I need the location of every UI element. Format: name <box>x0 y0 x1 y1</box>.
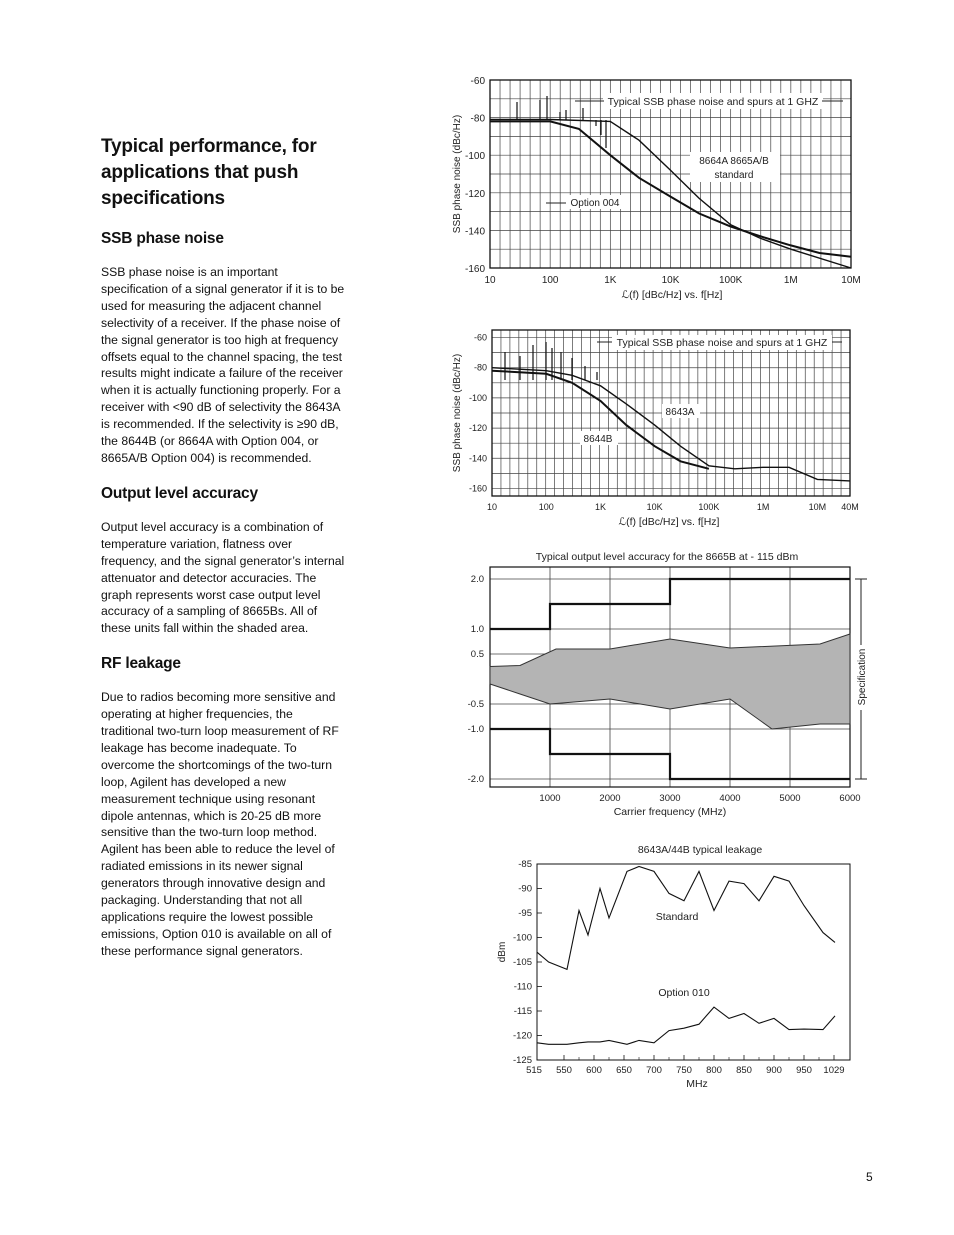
x-tick-label: 650 <box>616 1065 632 1076</box>
y-tick-label: -110 <box>513 981 532 993</box>
x-tick-label: 1K <box>594 502 606 512</box>
y-tick-label: -115 <box>513 1006 532 1017</box>
y-axis-label: SSB phase noise (dBc/Hz) <box>452 353 463 473</box>
y-tick-label: -120 <box>464 188 485 200</box>
y-tick-label: -125 <box>512 1055 532 1066</box>
page-title: Typical performance, for applications that push specifications <box>101 136 317 209</box>
y-tick-label: -85 <box>518 859 532 870</box>
x-tick-label: 700 <box>646 1065 662 1076</box>
x-tick-label: 5000 <box>779 793 801 804</box>
annotation-label: 8644B <box>583 434 613 445</box>
annotation-label: Standard <box>655 911 699 923</box>
spec-label: Specification <box>857 648 868 706</box>
x-tick-label: 100 <box>538 502 554 512</box>
x-tick-label: 6000 <box>839 793 861 804</box>
x-tick-label: 100K <box>718 275 743 286</box>
y-tick-label: -100 <box>464 151 485 163</box>
y-tick-label: -100 <box>468 392 487 403</box>
y-tick-label: -80 <box>470 113 485 125</box>
y-tick-label: -105 <box>512 957 532 968</box>
chart-title: 8643A/44B typical leakage <box>637 844 763 856</box>
y-tick-label: -90 <box>518 883 532 895</box>
annotation-label: 8643A <box>665 407 695 418</box>
x-tick-label: 800 <box>706 1065 722 1076</box>
x-tick-label: 10M <box>841 275 861 286</box>
y-tick-label: -160 <box>468 483 487 494</box>
x-tick-label: 850 <box>736 1065 752 1076</box>
y-tick-label: -60 <box>473 332 487 343</box>
x-tick-label: 750 <box>676 1065 692 1076</box>
x-tick-label: 10K <box>646 502 663 512</box>
annotation-label: standard <box>714 170 754 181</box>
x-tick-label: 3000 <box>659 793 681 804</box>
x-tick-label: 100 <box>541 275 559 286</box>
x-tick-label: 900 <box>766 1065 782 1076</box>
x-tick-label: 10 <box>486 502 498 512</box>
x-tick-label: 1M <box>756 502 770 512</box>
x-axis-label: Carrier frequency (MHz) <box>613 806 727 818</box>
annotation-label: Option 004 <box>570 198 620 209</box>
chart-frame <box>537 864 850 1060</box>
page-number: 5 <box>866 1170 873 1184</box>
y-tick-label: -1.0 <box>467 724 484 735</box>
section-text-rf-leakage: Due to radios becoming more sensitive and operating at higher frequencies, the traditional two-turn loop measurement of RF leakage has become inadequate. To overcome the shortcomings of the two-turn loop, Agilent has developed a new measurement technique using resonant dipole antennas, which is 20-25 dB more sensitive than the two-turn loop method. Agilent has been able to reduce the level of radiated emissions in its newer signal generators through innovative design and packaging. Understanding that not all applications require the lowest possible emissions, Option 010 is available on all of these performance signal generators. <box>101 690 339 958</box>
x-tick-label: 950 <box>796 1065 812 1076</box>
x-tick-label: 550 <box>556 1065 572 1076</box>
x-axis-label: MHz <box>686 1078 708 1090</box>
section-heading-ssb-phase-noise: SSB phase noise <box>101 230 224 247</box>
x-tick-label: 1029 <box>823 1065 845 1076</box>
y-tick-label: -0.5 <box>467 699 484 710</box>
section-text-output-level-accuracy: Output level accuracy is a combination of temperature variation, flatness over frequency, and the signal generator’s internal attenuator and detector accuracies. The graph represents worst case output level accuracy of a sampling of 8665Bs. All of these units fall within the shaded area. <box>101 519 345 636</box>
x-axis-label: ℒ(f) [dBc/Hz] vs. f[Hz] <box>621 289 723 301</box>
x-tick-label: 10M <box>808 502 827 512</box>
y-tick-label: 0.5 <box>470 649 484 660</box>
x-tick-label: 515 <box>526 1065 542 1076</box>
x-tick-label: 1000 <box>539 793 561 804</box>
y-tick-label: -60 <box>470 76 485 87</box>
x-tick-label: 40M <box>841 502 859 512</box>
section-heading-output-level-accuracy: Output level accuracy <box>101 484 258 502</box>
chart-title: Typical SSB phase noise and spurs at 1 GHZ <box>607 96 819 108</box>
y-tick-label: -140 <box>468 453 487 464</box>
x-tick-label: 2000 <box>599 793 621 804</box>
x-tick-label: 100K <box>698 502 720 512</box>
y-tick-label: -95 <box>518 908 532 919</box>
y-tick-label: -2.0 <box>467 774 484 785</box>
y-axis-label: dBm <box>497 941 508 963</box>
y-axis-label: SSB phase noise (dBc/Hz) <box>452 114 463 234</box>
y-tick-label: 1.0 <box>470 624 484 635</box>
annotation-label: 8664A 8665A/B <box>699 156 769 167</box>
section-heading-rf-leakage: RF leakage <box>101 655 181 673</box>
chart-title: Typical SSB phase noise and spurs at 1 GHZ <box>616 337 828 349</box>
x-tick-label: 10K <box>661 275 680 286</box>
y-tick-label: -140 <box>464 226 485 238</box>
x-axis-label: ℒ(f) [dBc/Hz] vs. f[Hz] <box>618 516 720 528</box>
series-line <box>537 1007 835 1044</box>
section-text-ssb-phase-noise: SSB phase noise is an important specification of a signal generator if it is to be used for measuring the adjacent channel selectivity of a receiver. If the phase noise of the signal generator is too high at frequency offsets equal to the channel spacing, the test results might indicate a failure of the receiver when it is actually functioning properly. For a receiver with <90 dB of selectivity the 8643A is recommended. If the selectivity is ≥90 dB, the 8644B (or 8664A with Option 004, or 8665A/B Option 004) is recommended. <box>101 265 345 465</box>
x-tick-label: 1K <box>604 275 617 286</box>
x-tick-label: 1M <box>783 275 798 286</box>
y-tick-label: 2.0 <box>470 574 484 585</box>
x-tick-label: 4000 <box>719 793 741 804</box>
y-tick-label: -160 <box>464 264 485 275</box>
x-tick-label: 10 <box>484 275 496 286</box>
chart-title: Typical output level accuracy for the 8665B at - 115 dBm <box>535 551 799 563</box>
y-tick-label: -100 <box>512 932 532 944</box>
y-tick-label: -120 <box>512 1030 532 1042</box>
y-tick-label: -80 <box>473 362 487 373</box>
x-tick-label: 600 <box>586 1065 602 1076</box>
annotation-label: Option 010 <box>658 987 710 999</box>
y-tick-label: -120 <box>468 423 487 434</box>
